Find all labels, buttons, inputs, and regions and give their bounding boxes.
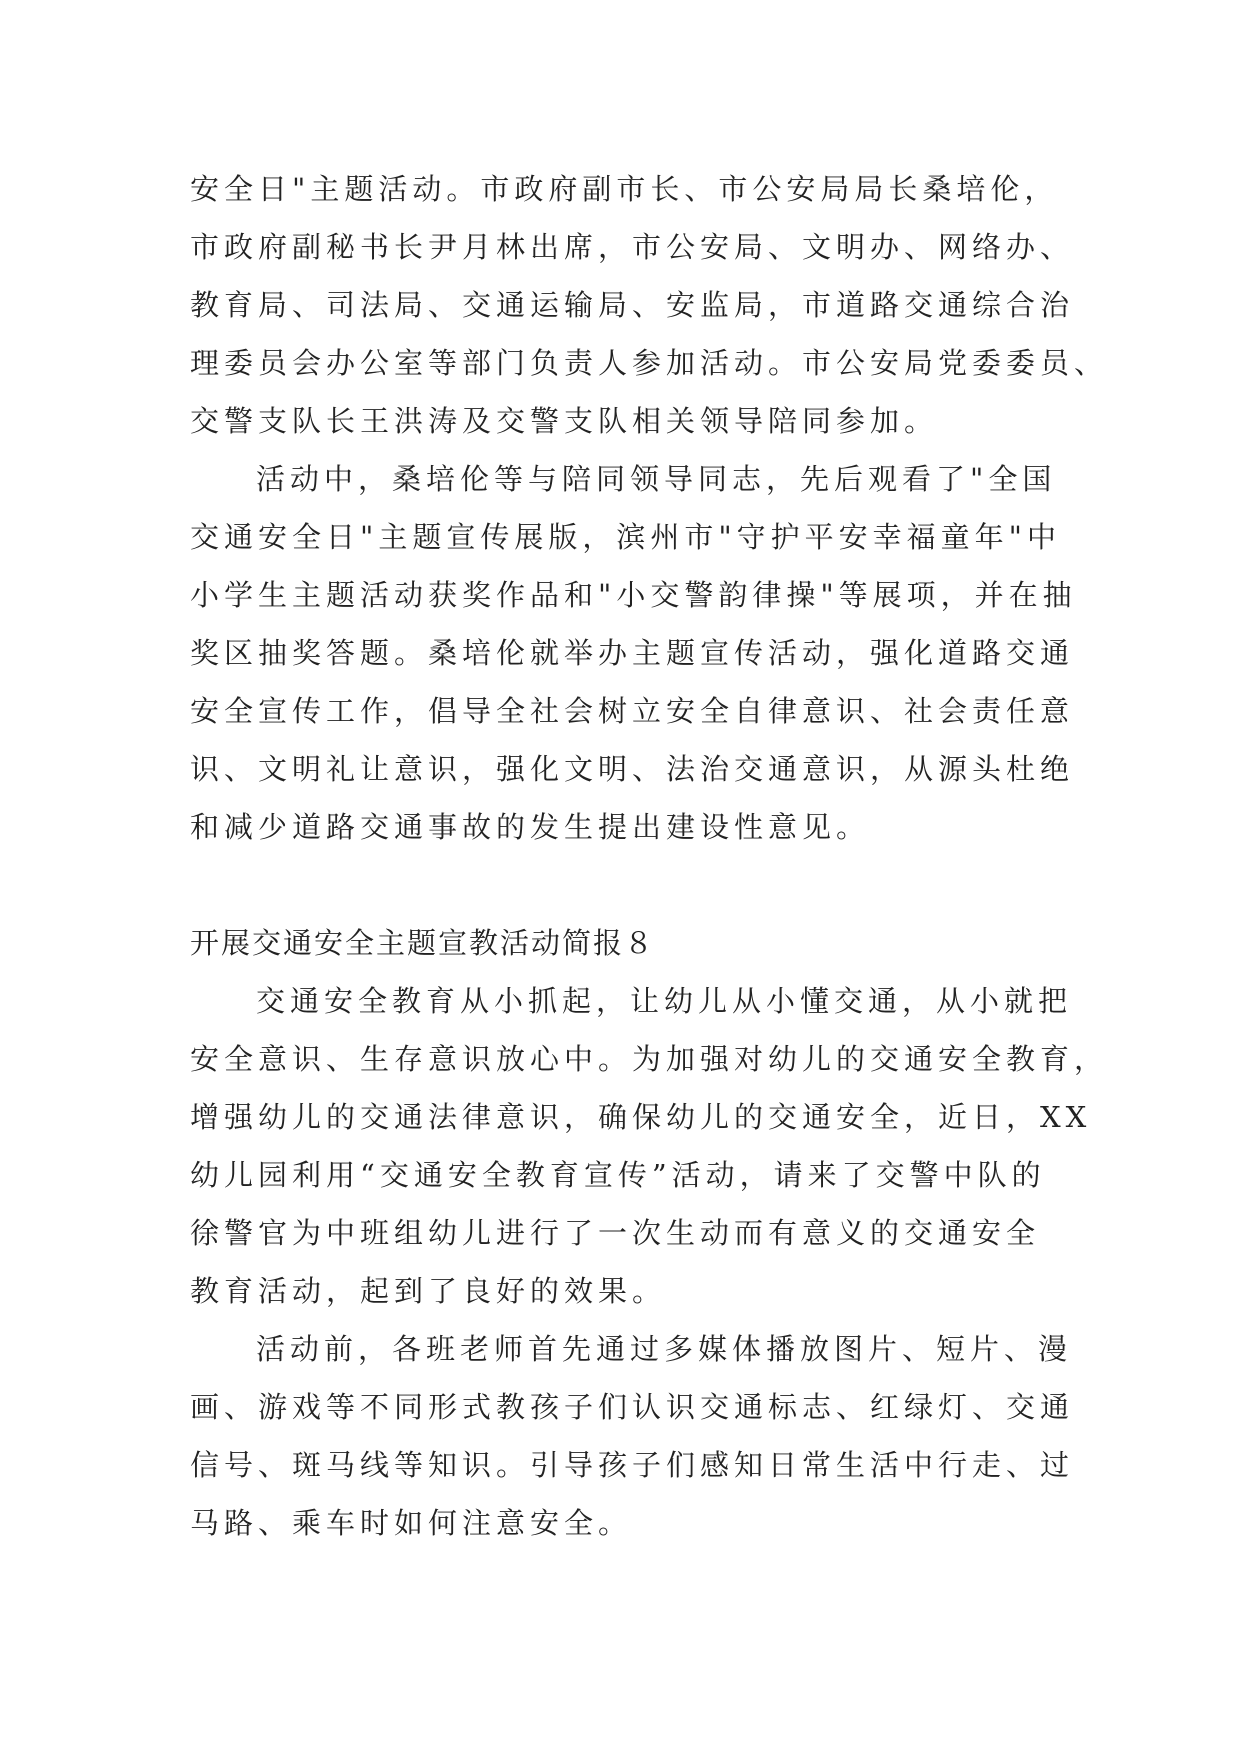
text-line: 教育局、司法局、交通运输局、安监局，市道路交通综合治 xyxy=(190,288,1075,322)
text-line: 增强幼儿的交通法律意识，确保幼儿的交通安全，近日，XX xyxy=(190,1100,1092,1134)
paragraph-3 xyxy=(190,972,1109,1320)
paragraph-1 xyxy=(190,160,1109,450)
text-line: 活动中，桑培伦等与陪同领导同志，先后观看了"全国 xyxy=(256,462,1057,496)
text-line: 小学生主题活动获奖作品和"小交警韵律操"等展项，并在抽 xyxy=(190,578,1077,612)
text-line: 交通安全日"主题宣传展版，滨州市"守护平安幸福童年"中 xyxy=(190,520,1062,554)
text-line: 安全宣传工作，倡导全社会树立安全自律意识、社会责任意 xyxy=(190,694,1075,728)
paragraph-4 xyxy=(190,1320,1075,1552)
text-line: 马路、乘车时如何注意安全。 xyxy=(190,1506,633,1540)
text-line: 交警支队长王洪涛及交警支队相关领导陪同参加。 xyxy=(190,404,939,438)
paragraph-2 xyxy=(190,450,1077,856)
text-line: 安全日"主题活动。市政府副市长、市公安局局长桑培伦， xyxy=(190,172,1059,206)
section-title: 开展交通安全主题宣教活动简报８ xyxy=(190,926,656,960)
text-line: 理委员会办公室等部门负责人参加活动。市公安局党委委员、 xyxy=(190,346,1109,380)
text-line: 信号、斑马线等知识。引导孩子们感知日常生活中行走、过 xyxy=(190,1448,1075,1482)
text-line: 奖区抽奖答题。桑培伦就举办主题宣传活动，强化道路交通 xyxy=(190,636,1075,670)
text-line: 画、游戏等不同形式教孩子们认识交通标志、红绿灯、交通 xyxy=(190,1390,1075,1424)
text-line: 徐警官为中班组幼儿进行了一次生动而有意义的交通安全 xyxy=(190,1216,1041,1250)
text-line: 教育活动，起到了良好的效果。 xyxy=(190,1274,667,1308)
text-line: 活动前，各班老师首先通过多媒体播放图片、短片、漫 xyxy=(256,1332,1073,1366)
text-line: 识、文明礼让意识，强化文明、法治交通意识，从源头杜绝 xyxy=(190,752,1075,786)
text-line: 幼儿园利用“交通安全教育宣传”活动，请来了交警中队的 xyxy=(190,1158,1046,1192)
document-body xyxy=(190,160,1109,1552)
text-line: 安全意识、生存意识放心中。为加强对幼儿的交通安全教育， xyxy=(190,1042,1109,1076)
text-line: 和减少道路交通事故的发生提出建设性意见。 xyxy=(190,810,871,844)
text-line: 市政府副秘书长尹月林出席，市公安局、文明办、网络办、 xyxy=(190,230,1075,264)
text-line: 交通安全教育从小抓起，让幼儿从小懂交通，从小就把 xyxy=(256,984,1073,1018)
